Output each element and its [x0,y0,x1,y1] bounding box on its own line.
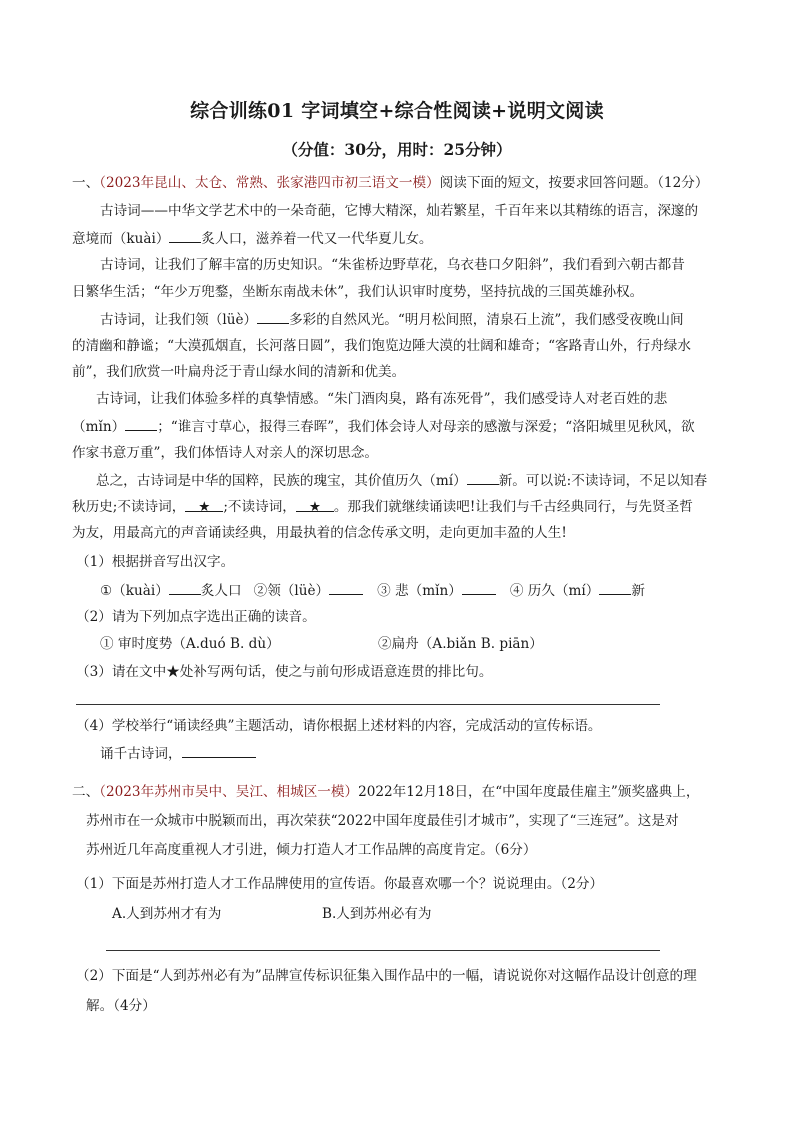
q1-para3-line3: 前”，我们欣赏一叶扁舟泛于青山绿水间的清新和优美。 [72,364,406,380]
q1-source: （2023年昆山、太仓、常熟、张家港四市初三语文一模） [99,175,440,191]
q1-para5-line3: 为友，用最高亢的声音诵读经典，用最执着的信念传承文明，走向更加丰盈的人生! [72,525,567,541]
q1-para5-line1 [96,470,707,491]
text: （mǐn） [72,419,126,435]
answer-blank [169,228,201,243]
star-blank-2 [296,497,334,515]
q1-sub3-prompt: （3）请在文中★处补写两句话，使之与前句形成语意连贯的排比句。 [76,664,493,680]
text: 多彩的自然风光。“明月松间照，清泉石上流”，我们感受夜晚山间 [289,312,684,328]
q1-intro: 阅读下面的短文，按要求回答问题。（12分） [439,175,709,191]
slogan-prefix: 诵千古诗词， [100,746,182,762]
star-marker: ★ [308,499,321,515]
q1-sub2-option-b: ②扁舟（A.biǎn B. piān） [378,636,543,652]
q1-para3-line2: 的清幽和静谧；“大漠孤烟直，长河落日圆”，我们饱览边陲大漠的壮阔和雄奇；“客路青山外，行舟绿水 [72,338,691,354]
text: ；“谁言寸草心，报得三春晖”，我们体会诗人对母亲的感激与深爱；“洛阳城里见秋风，欲 [157,419,695,435]
text: 意境而（kuài） [72,231,170,247]
item-2: ②领（lüè） [253,583,330,599]
q1-sub1-prompt: （1）根据拼音写出汉字。 [76,554,235,570]
q2-option-a: A.人到苏州才有为 [112,906,222,922]
item-1-suffix: 炙人口 [200,583,242,599]
text: 。那我们就继续诵读吧!让我们与千古经典同行，与先贤圣哲 [333,499,693,515]
item-1: ①（kuài） [100,583,169,599]
answer-blank-2[interactable] [329,580,363,595]
page-subtitle: （分值：30分，用时：25分钟） [282,140,512,159]
answer-blank-4[interactable] [599,580,631,595]
star-blank-1 [185,497,223,515]
text: ;不读诗词， [223,499,296,515]
q1-para4-line3: 作家书意万重”，我们体悟诗人对亲人的深切思念。 [72,445,379,461]
q2-sub2-line1: （2）下面是“人到苏州必有为”品牌宣传标识征集入围作品中的一幅，请说说你对这幅作品设计创意的理 [76,968,697,984]
q1-para4-line1: 古诗词，让我们体验多样的真挚情感。“朱门酒肉臭，路有冻死骨”，我们感受诗人对老百姓的悲 [96,391,668,407]
q1-sub4-prompt: （4）学校举行“诵读经典”主题活动，请你根据上述材料的内容，完成活动的宣传标语。 [76,718,602,734]
q2-sub1-prompt: （1）下面是苏州打造人才工作品牌使用的宣传语。你最喜欢哪一个？说说理由。（2分） [76,876,604,892]
text: 古诗词，让我们领（lüè） [100,312,258,328]
q1-para5-line2 [72,497,693,517]
item-4: ④ 历久（mí） [509,583,600,599]
q1-sub4-answer [100,743,256,764]
answer-line[interactable] [76,704,660,705]
q1-sub1-items [100,580,645,601]
q1-para1-line2 [72,228,433,249]
page-title: 综合训练01 字词填空+综合性阅读+说明文阅读 [190,100,604,122]
q1-para3-line1 [100,309,684,330]
q2-source: （2023年苏州市吴中、吴江、相城区一模） [99,784,359,800]
item-4-suffix: 新 [631,583,645,599]
q1-number: 一、 [72,175,100,191]
q2-intro: 2022年12月18日，在“中国年度最佳雇主”颁奖盛典上， [358,784,700,800]
q2-heading [72,782,699,802]
star-marker: ★ [198,499,211,515]
q1-sub2-option-a: ① 审时度势（A.duó B. dù） [100,636,280,652]
answer-blank-1[interactable] [169,580,201,595]
q1-para2-line2: 日繁华生活；“年少万兜鍪，坐断东南战未休”，我们认识审时度势，坚持抗战的三国英雄孙权。 [72,284,644,300]
answer-blank [257,309,289,324]
q2-sub2-line2: 解。（4分） [86,998,156,1014]
text: 秋历史;不读诗词， [72,499,186,515]
q1-para4-line2 [72,416,695,437]
q2-option-b: B.人到苏州必有为 [322,906,432,922]
answer-line[interactable] [106,950,660,951]
text: 炙人口，滋养着一代又一代华夏儿女。 [201,231,433,247]
q2-number: 二、 [72,784,100,800]
slogan-blank[interactable] [182,743,256,758]
q1-sub2-prompt: （2）请为下列加点字选出正确的读音。 [76,609,316,625]
answer-blank [125,416,157,431]
text: 新。可以说:不读诗词，不足以知春 [498,473,708,489]
q1-heading [72,173,708,193]
answer-blank-3[interactable] [462,580,496,595]
q1-para2-line1: 古诗词，让我们了解丰富的历史知识。“朱雀桥边野草花，乌衣巷口夕阳斜”，我们看到六朝古都昔 [100,257,685,273]
answer-blank [467,470,499,485]
q2-intro-line2: 苏州市在一众城市中脱颖而出，再次荣获“2022中国年度最佳引才城市”，实现了“三连冠”。这是对 [86,813,679,829]
text: 总之，古诗词是中华的国粹，民族的瑰宝，其价值历久（mí） [96,473,467,489]
q1-para1-line1: 古诗词——中华文学艺术中的一朵奇葩，它博大精深，灿若繁星，千百年来以其精练的语言，深邃的 [100,203,699,219]
q2-intro-line3: 苏州近几年高度重视人才引进，倾力打造人才工作品牌的高度肯定。（6分） [86,842,537,858]
item-3: ③ 悲（mǐn） [377,583,462,599]
